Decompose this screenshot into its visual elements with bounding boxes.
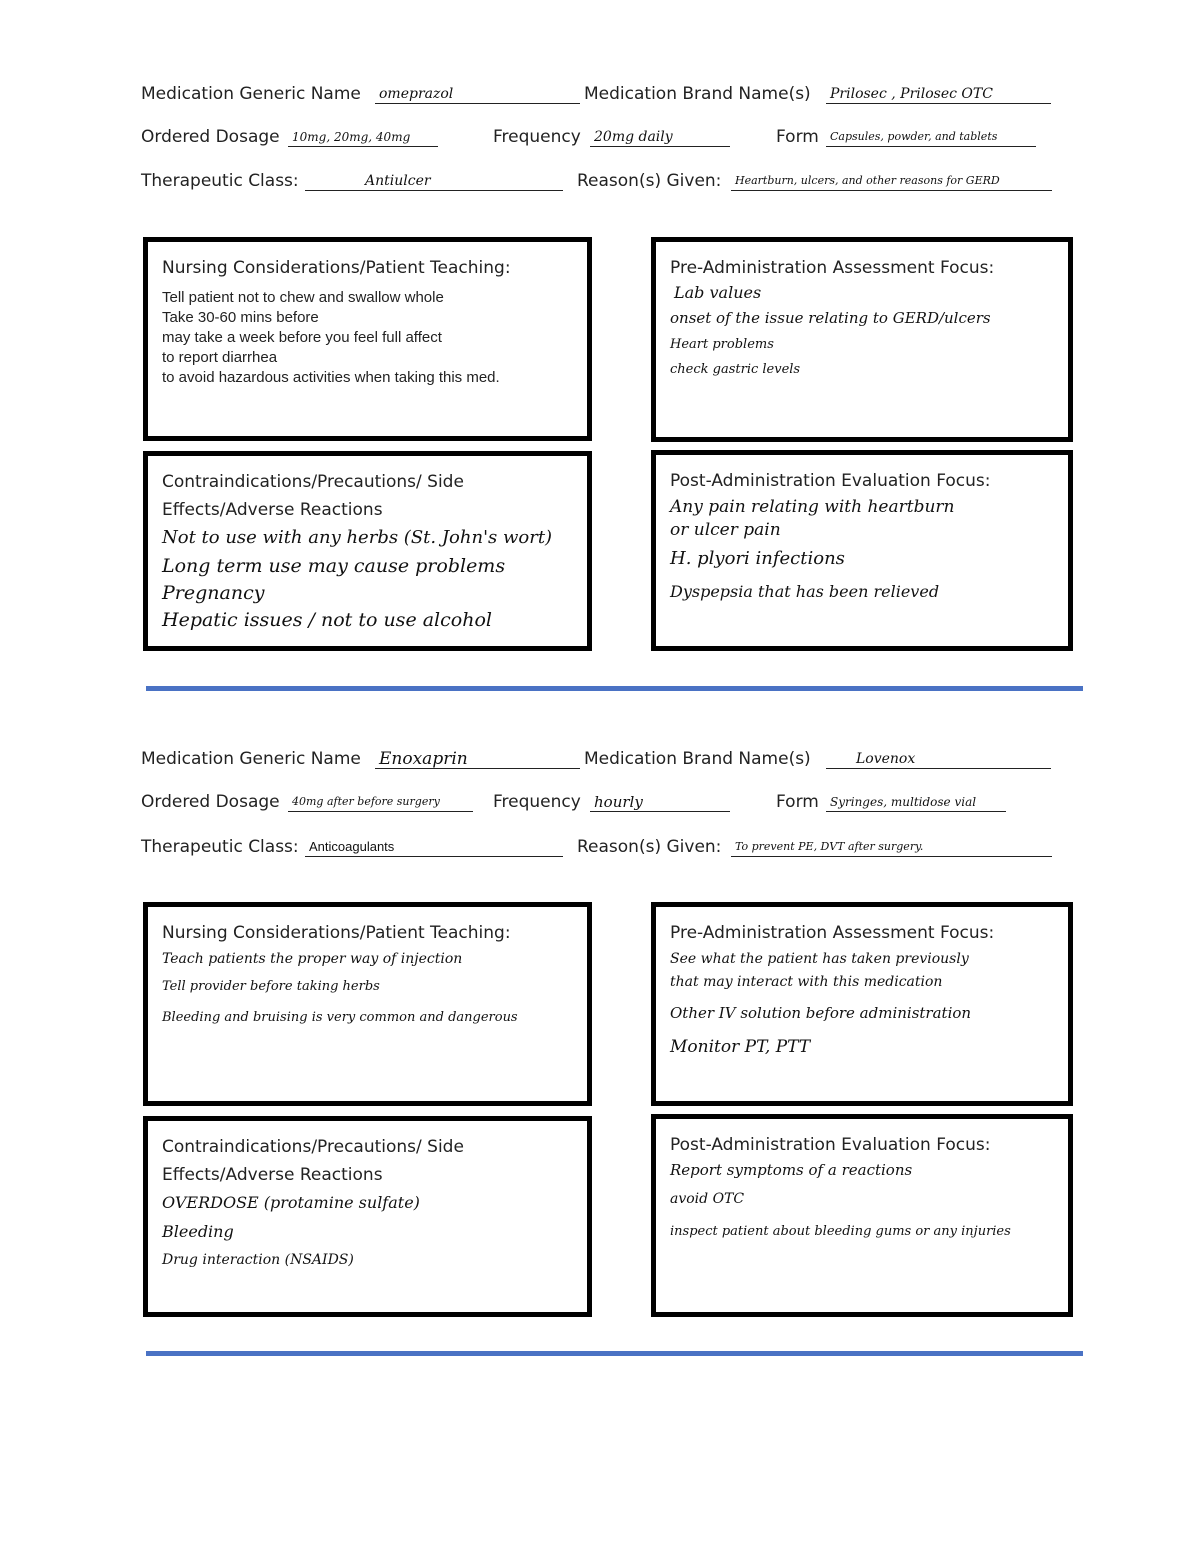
form-label: Form (776, 127, 819, 147)
brand-name-label: Medication Brand Name(s) (584, 749, 811, 769)
reasons-label: Reason(s) Given: (577, 837, 722, 857)
pre-admin-line: Heart problems (670, 337, 774, 352)
pre-admin-line: check gastric levels (670, 362, 801, 377)
pre-admin-line: Other IV solution before administration (670, 1004, 972, 1022)
contra-box[interactable] (143, 1116, 592, 1317)
generic-name-field[interactable]: omeprazol (375, 84, 580, 104)
nursing-line: Tell provider before taking herbs (162, 979, 380, 994)
nursing-box[interactable] (143, 237, 592, 441)
post-admin-box[interactable] (651, 450, 1073, 651)
pre-admin-box[interactable] (651, 902, 1073, 1106)
brand-name-field[interactable]: Lovenox (826, 749, 1051, 769)
contra-line: Not to use with any herbs (St. John's wort) (162, 527, 553, 548)
pre-admin-box[interactable] (651, 237, 1073, 442)
form-label: Form (776, 792, 819, 812)
form-field[interactable]: Capsules, powder, and tablets (826, 127, 1036, 147)
post-admin-box[interactable] (651, 1114, 1073, 1317)
section-divider (146, 686, 1083, 691)
contra-line: Pregnancy (162, 582, 265, 604)
contra-line: Long term use may cause problems (162, 555, 506, 577)
contra-line: Hepatic issues / not to use alcohol (162, 609, 492, 631)
dosage-field[interactable]: 10mg, 20mg, 40mg (288, 127, 438, 147)
post-admin-line: or ulcer pain (670, 520, 781, 540)
pre-admin-line: Monitor PT, PTT (670, 1037, 811, 1057)
pre-admin-line: See what the patient has taken previously (670, 951, 969, 967)
frequency-label: Frequency (493, 127, 581, 147)
class-label: Therapeutic Class: (141, 837, 299, 857)
generic-name-label: Medication Generic Name (141, 749, 361, 769)
post-admin-line: inspect patient about bleeding gums or any injuries (670, 1224, 1011, 1239)
nursing-title: Nursing Considerations/Patient Teaching: (162, 923, 511, 943)
post-admin-title: Post-Administration Evaluation Focus: (670, 471, 991, 491)
reasons-field[interactable]: To prevent PE, DVT after surgery. (731, 837, 1052, 857)
nursing-box[interactable] (143, 902, 592, 1106)
post-admin-title: Post-Administration Evaluation Focus: (670, 1135, 991, 1155)
frequency-field[interactable]: hourly (590, 792, 730, 812)
pre-admin-line: that may interact with this medication (670, 974, 943, 990)
reasons-field[interactable]: Heartburn, ulcers, and other reasons for GERD (731, 171, 1052, 191)
nursing-line: Bleeding and bruising is very common and dangerous (162, 1010, 518, 1025)
section-divider (146, 1351, 1083, 1356)
contra-line: Bleeding (162, 1222, 234, 1241)
pre-admin-title: Pre-Administration Assessment Focus: (670, 923, 995, 943)
contra-title-line1: Contraindications/Precautions/ Side (162, 1137, 464, 1157)
contra-box[interactable] (143, 451, 592, 651)
pre-admin-line: onset of the issue relating to GERD/ulcers (670, 309, 991, 327)
generic-name-field[interactable]: Enoxaprin (375, 749, 580, 769)
nursing-line: Teach patients the proper way of injection (162, 951, 463, 967)
pre-admin-line: Lab values (674, 283, 762, 302)
post-admin-line: Any pain relating with heartburn (670, 497, 955, 517)
dosage-field[interactable]: 40mg after before surgery (288, 792, 473, 812)
contra-title-line2: Effects/Adverse Reactions (162, 500, 383, 520)
post-admin-line: H. plyori infections (670, 548, 845, 569)
post-admin-line: avoid OTC (670, 1191, 745, 1207)
post-admin-line: Dyspepsia that has been relieved (670, 582, 940, 601)
nursing-line: may take a week before you feel full affect (162, 329, 442, 346)
contra-line: OVERDOSE (protamine sulfate) (162, 1193, 420, 1212)
nursing-line: Take 30-60 mins before (162, 309, 319, 326)
frequency-field[interactable]: 20mg daily (590, 127, 730, 147)
contra-line: Drug interaction (NSAIDS) (162, 1252, 354, 1268)
form-field[interactable]: Syringes, multidose vial (826, 792, 1006, 812)
reasons-label: Reason(s) Given: (577, 171, 722, 191)
dosage-label: Ordered Dosage (141, 792, 280, 812)
nursing-title: Nursing Considerations/Patient Teaching: (162, 258, 511, 278)
class-field[interactable]: Antiulcer (305, 171, 563, 191)
pre-admin-title: Pre-Administration Assessment Focus: (670, 258, 995, 278)
brand-name-field[interactable]: Prilosec , Prilosec OTC (826, 84, 1051, 104)
nursing-line: Tell patient not to chew and swallow whole (162, 289, 444, 306)
post-admin-line: Report symptoms of a reactions (670, 1161, 913, 1179)
class-field[interactable]: Anticoagulants (305, 837, 563, 857)
nursing-line: to avoid hazardous activities when taking this med. (162, 369, 500, 386)
contra-title-line1: Contraindications/Precautions/ Side (162, 472, 464, 492)
nursing-line: to report diarrhea (162, 349, 278, 366)
dosage-label: Ordered Dosage (141, 127, 280, 147)
frequency-label: Frequency (493, 792, 581, 812)
brand-name-label: Medication Brand Name(s) (584, 84, 811, 104)
generic-name-label: Medication Generic Name (141, 84, 361, 104)
class-label: Therapeutic Class: (141, 171, 299, 191)
contra-title-line2: Effects/Adverse Reactions (162, 1165, 383, 1185)
